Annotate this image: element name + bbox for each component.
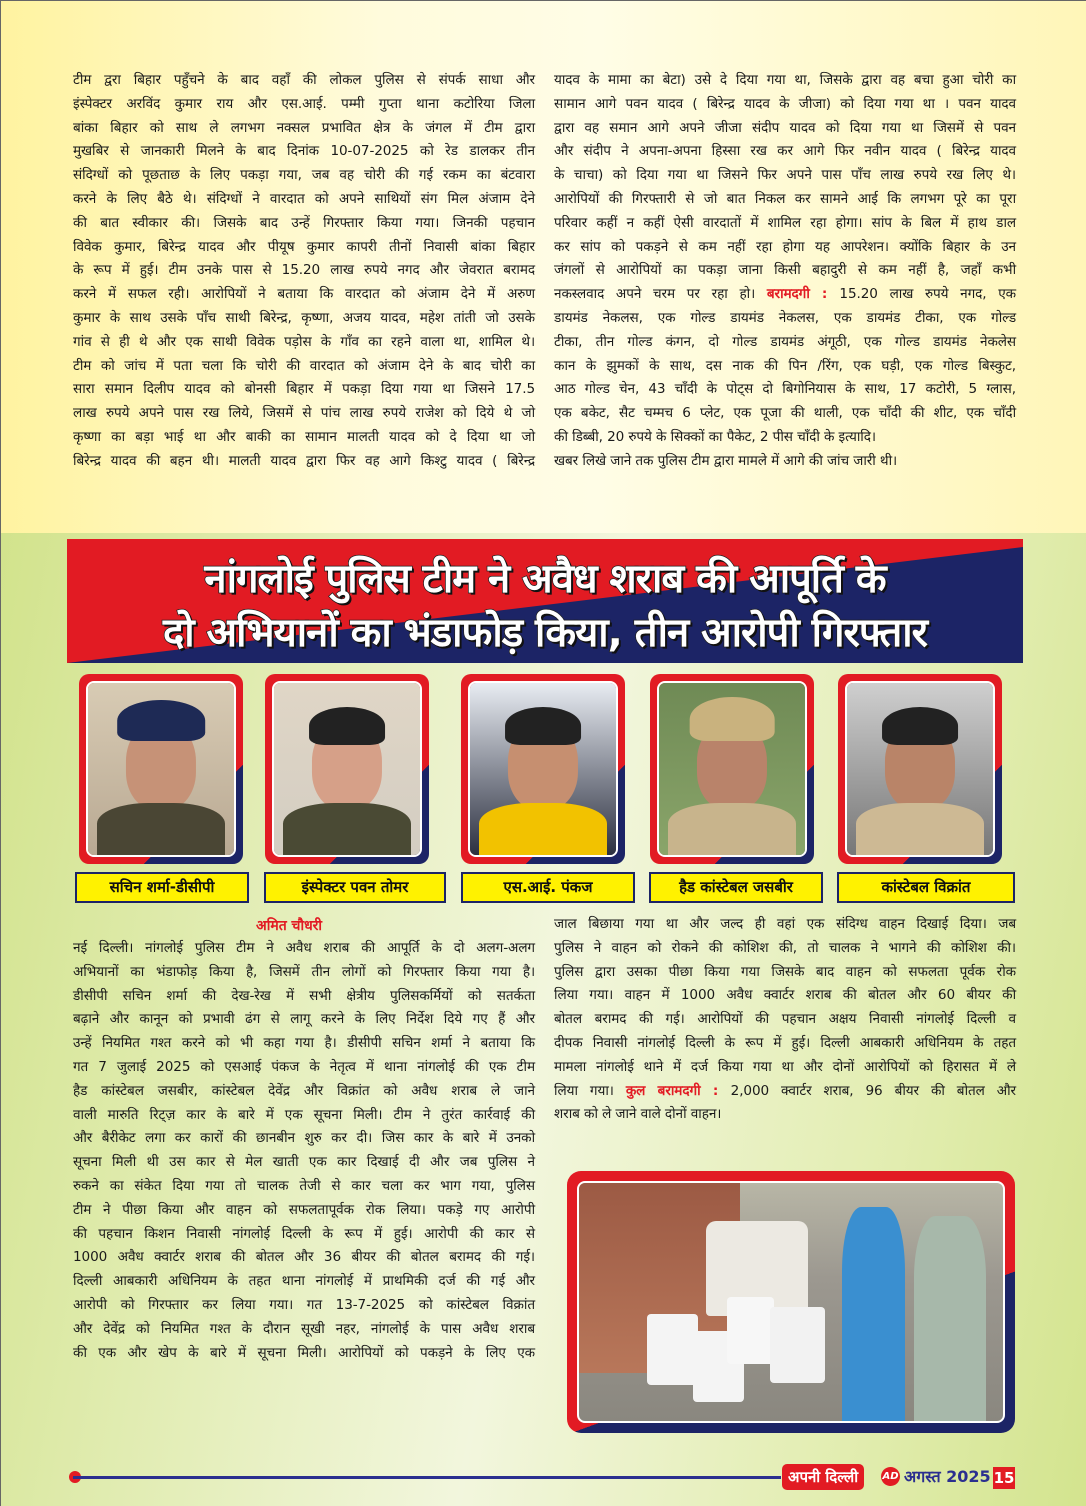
publication-logo-icon: AD [881, 1467, 900, 1486]
text-segment: 2,000 क्वार्टर शराब, 96 बीयर की बोतल और [730, 1082, 1016, 1099]
text-line: उन्हें नियमित गश्त करने को भी कहा गया है। डीसीपी सचिन शर्मा ने बताया कि [73, 1035, 535, 1052]
photo-constable [838, 674, 1002, 864]
text-line: की डिब्बी, 20 रुपये के सिक्कों का पैकेट, 2 पीस चाँदी के इत्यादि। [554, 428, 876, 445]
text-line: बिरेन्द्र यादव की बहन थी। मालती यादव द्वारा फिर वह आगे किश्टु यादव ( बिरेन्द्र [73, 452, 535, 469]
text-line: संदिग्धों को पूछताछ के लिए पकड़ा गया, जब वह चोरी की गई रकम का बंटवारा [73, 167, 535, 184]
photo-head-constable [650, 674, 814, 864]
text-line: आरोपी को गिरफ्तार कर लिया गया। गत 13-7-2025 को कांस्टेबल विक्रांत [73, 1296, 535, 1313]
text-line: करने में सफल रही। आरोपियों ने बताया कि वारदात को अंजाम देने में अरुण [73, 286, 535, 303]
caption-inspector: इंस्पेक्टर पवन तोमर [264, 872, 446, 903]
text-line: शराब को ले जाने वाले दोनों वाहन। [554, 1106, 722, 1123]
highlight-label: बरामदगी : [766, 286, 840, 303]
text-line: परिवार कहीं न कहीं ऐसी वारदातों में शामिल रहा होगा। सांप के बिल में हाथ डाल [554, 214, 1016, 231]
text-line: लिया गया। वाहन में 1000 अवैध क्वार्टर शराब की बोतल और 60 बीयर की [554, 987, 1016, 1004]
text-segment: नकस्लवाद अपने चरम पर रहा हो। [554, 286, 767, 303]
text-line: गत 7 जुलाई 2025 को एसआई पंकज के नेतृत्व में थाना नांगलोई की एक टीम [73, 1058, 535, 1075]
text-line: लाख रुपये अपने पास रख लिये, जिसमें से पांच लाख रुपये राजेश को दिये थे जो [73, 405, 535, 422]
text-line: पुलिस ने वाहन को रोकने की कोशिश की, तो चालक ने भागने की कोशिश की। [554, 939, 1016, 956]
text-line: टीम को जांच में पता चला कि चोरी की वारदात को अंजाम देने के बाद चोरी का [73, 357, 535, 374]
text-line: डीसीपी सचिन शर्मा की देख-रेख में सभी क्षेत्रीय पुलिसकर्मियों को सतर्कता [73, 987, 535, 1004]
issue-date: अगस्त 2025 [904, 1467, 991, 1486]
text-line: दीपक निवासी नांगलोई दिल्ली के रूप में हुई। दिल्ली आबकारी अधिनियम के तहत [554, 1034, 1016, 1051]
text-line: आरोपियों की गिरफ्तारी से जो बात निकल कर सामने आई कि लगभग पूरे का पूरा [554, 190, 1016, 207]
text-line: कृष्णा का बड़ा भाई था और बाकी का सामान मालती यादव को दे दिया था जो [73, 428, 535, 445]
text-line: रुकने का संकेत दिया गया तो चालक तेजी से कार चला कर भाग गया, पुलिस [73, 1177, 535, 1194]
text-line: हैड कांस्टेबल जसबीर, कांस्टेबल देवेंद्र और विक्रांत को अवैध शराब ले जाने [73, 1082, 535, 1099]
text-line: जंगलों से आरोपियों का पकड़ा जाना किसी बहादुरी से कम नहीं है, जहाँ कभी [554, 262, 1016, 279]
text-line: द्वारा वह समान आगे अपने जीजा संदीप यादव को दिया गया था जिसमें से पवन [554, 119, 1016, 136]
text-line: पुलिस द्वारा उसका पीछा किया गया जिसके बाद वाहन को सफलता पूर्वक रोक [554, 963, 1016, 980]
text-line: के रूप में हुई। टीम उनके पास से 15.20 लाख रुपये नगद और जेवरात बरामद [73, 262, 535, 279]
text-line: की पहचान किशन निवासी नांगलोई दिल्ली के रूप में हुई। आरोपी की कार से [73, 1225, 535, 1242]
text-line: और देवेंद्र को नियमित गश्त के दौरान सूखी नहर, नांगलोई के पास अवैध शराब [73, 1320, 535, 1337]
text-line: दिल्ली आबकारी अधिनियम के तहत थाना नांगलोई में प्राथमिकी दर्ज की गई और [73, 1273, 535, 1290]
text-line: सूचना मिली थी उस कार से मेल खाती एक कार दिखाई दी और जब पुलिस ने [73, 1154, 535, 1171]
text-line: गांव से ही थे और एक साथी विवेक पड़ोस के गाँव का रहने वाला था, शामिल थे। [73, 333, 535, 350]
text-line: मुखबिर से जानकारी मिलने के बाद दिनांक 10-07-2025 को रेड डालकर तीन [73, 143, 535, 160]
story1-column-1 [73, 69, 535, 474]
text-line: टीका, तीन गोल्ड कंगन, दो गोल्ड डायमंड अंगूठी, एक गोल्ड डायमंड नेकलेस [554, 333, 1016, 350]
headline-line-1: नांगलोई पुलिस टीम ने अवैध शराब की आपूर्ति के [204, 556, 886, 602]
photo-inspector [265, 674, 429, 864]
text-line: करने के लिए बैठे थे। संदिग्धों ने वारदात को अपने साथियों संग मिल अंजाम देने [73, 190, 535, 207]
text-line: यादव के मामा का बेटा) उसे दे दिया गया था, जिसके द्वारा वह बचा हुआ चोरी का [554, 72, 1016, 88]
page-number: 15 [993, 1469, 1015, 1487]
caption-constable: कांस्टेबल विक्रांत [837, 872, 1015, 903]
text-line: और संदीप ने अपना-अपना हिस्सा रख कर आगे फिर नवीन यादव ( बिरेन्द्र यादव [554, 143, 1016, 160]
text-line: के चाचा) को दिया गया था जिसने फिर अपने पास पाँच लाख रुपये रख लिए थे। [554, 167, 1016, 184]
story2-column-2 [554, 913, 1016, 1127]
text-line: और बैरीकेट लगा कर कारों की छानबीन शुरु कर दी। जिस कार के बारे में उनको [73, 1130, 535, 1147]
text-line: जाल बिछाया गया था और जल्द ही वहां एक संदिग्ध वाहन दिखाई दिया। जब [554, 916, 1016, 932]
story1-column-2 [554, 69, 1016, 474]
text-line: सारा समान दिलीप यादव को बोनसी बिहार में पकड़ा दिया गया था जिसने 17.5 [73, 381, 535, 398]
caption-dcp: सचिन शर्मा-डीसीपी [75, 872, 249, 903]
highlight-label: कुल बरामदगी : [625, 1082, 731, 1099]
seizure-photo [567, 1171, 1015, 1433]
photo-sub-inspector [461, 674, 625, 864]
text-line: बांका बिहार को साथ ले लगभग नक्सल प्रभावित क्षेत्र के जंगल में टीम द्वारा [73, 119, 535, 136]
text-line: बोतल बरामद की गई। आरोपियों की पहचान अक्षय निवासी नांगलोई दिल्ली व [554, 1011, 1016, 1028]
text-line: इंस्पेक्टर अरविंद कुमार राय और एस.आई. पम्मी गुप्ता थाना कटोरिया जिला [73, 95, 535, 112]
text-line: आठ गोल्ड चेन, 43 चाँदी के पोट्स दो बिगोनियास के साथ, 17 कटोरी, 5 ग्लास, [554, 381, 1016, 398]
publication-name: अपनी दिल्ली [782, 1464, 864, 1490]
text-line: मामला नांगलोई थाने में दर्ज किया गया था और दोनों आरोपियों को हिरासत में ले [554, 1058, 1016, 1075]
headline-banner [67, 539, 1023, 663]
caption-head-constable: हैड कांस्टेबल जसबीर [649, 872, 823, 903]
text-line: एक बकेट, सैट चम्मच 6 प्लेट, एक पूजा की थाली, एक चाँदी की शीट, एक चाँदी [554, 405, 1016, 422]
text-line: की बात स्वीकार की। जिसके बाद उन्हें गिरफ्तार किया गया। जिनकी पहचान [73, 214, 535, 231]
text-line: खबर लिखे जाने तक पुलिस टीम द्वारा मामले में आगे की जांच जारी थी। [554, 452, 898, 469]
text-line: कान के झुमकों के साथ, दस नाक की पिन /रिंग, एक घड़ी, एक गोल्ड बिस्कुट, [554, 357, 1016, 374]
text-line: नई दिल्ली। नांगलोई पुलिस टीम ने अवैध शराब की आपूर्ति के दो अलग-अलग [73, 940, 535, 956]
text-line [554, 1080, 1016, 1104]
text-segment: 15.20 लाख रुपये नगद, एक [839, 286, 1016, 303]
text-line: टीम द्वरा बिहार पहुँचने के बाद वहाँ की लोकल पुलिस से संपर्क साधा और [73, 72, 535, 88]
caption-sub-inspector: एस.आई. पंकज [461, 872, 635, 903]
text-line [554, 283, 1016, 307]
text-line: कुमार के साथ उसके पाँच साथी बिरेन्द्र, कृष्णा, अजय यादव, महेश तांती जो उसके [73, 309, 535, 326]
photo-dcp [79, 674, 243, 864]
text-line: वाली मारुति रिट्ज़ कार के बारे में एक सूचना मिली। टीम ने तुरंत कार्रवाई की [73, 1106, 535, 1123]
person [842, 1207, 906, 1421]
headline-line-2: दो अभियानों का भंडाफोड़ किया, तीन आरोपी गिरफ्तार [163, 610, 927, 656]
text-line: 1000 अवैध क्वार्टर शराब की बोतल और 36 बीयर की बोतल बरामद की गई। [73, 1249, 535, 1266]
text-line: डायमंड नेकलस, एक गोल्ड डायमंड नेकलस, एक डायमंड टीका, एक गोल्ड [554, 309, 1016, 326]
person [914, 1216, 986, 1421]
footer-rule [73, 1476, 781, 1479]
text-line: बढ़ाने और कानून को प्रभावी ढंग से लागू करने के लिए निर्देश दिये गए हैं और [73, 1011, 535, 1028]
text-line: विवेक कुमार, बिरेन्द्र यादव और पीयूष कुमार कापरी तीनों निवासी बांका बिहार [73, 238, 535, 255]
text-line: अभियानों का भंडाफोड़ किया है, जिसमें तीन लोगों को गिरफ्तार किया गया है। [73, 963, 535, 980]
text-line: की एक और खेप के बारे में सूचना मिली। आरोपियों को पकड़ने के लिए एक [73, 1344, 535, 1361]
text-line: टीम ने पीछा किया और वाहन को सफलतापूर्वक रोक लिया। पकड़े गए आरोपी [73, 1201, 535, 1218]
text-line: कर सांप को पकड़ने से कम नहीं रहा होगा यह आपरेशन। क्योंकि बिहार के उन [554, 238, 1016, 255]
text-segment: लिया गया। [554, 1082, 626, 1099]
story2-column-1 [73, 937, 535, 1365]
byline: अमित चौधरी [256, 918, 323, 934]
text-line: सामान आगे पवन यादव ( बिरेन्द्र यादव के जीजा) को दिया गया था । पवन यादव [554, 95, 1016, 112]
